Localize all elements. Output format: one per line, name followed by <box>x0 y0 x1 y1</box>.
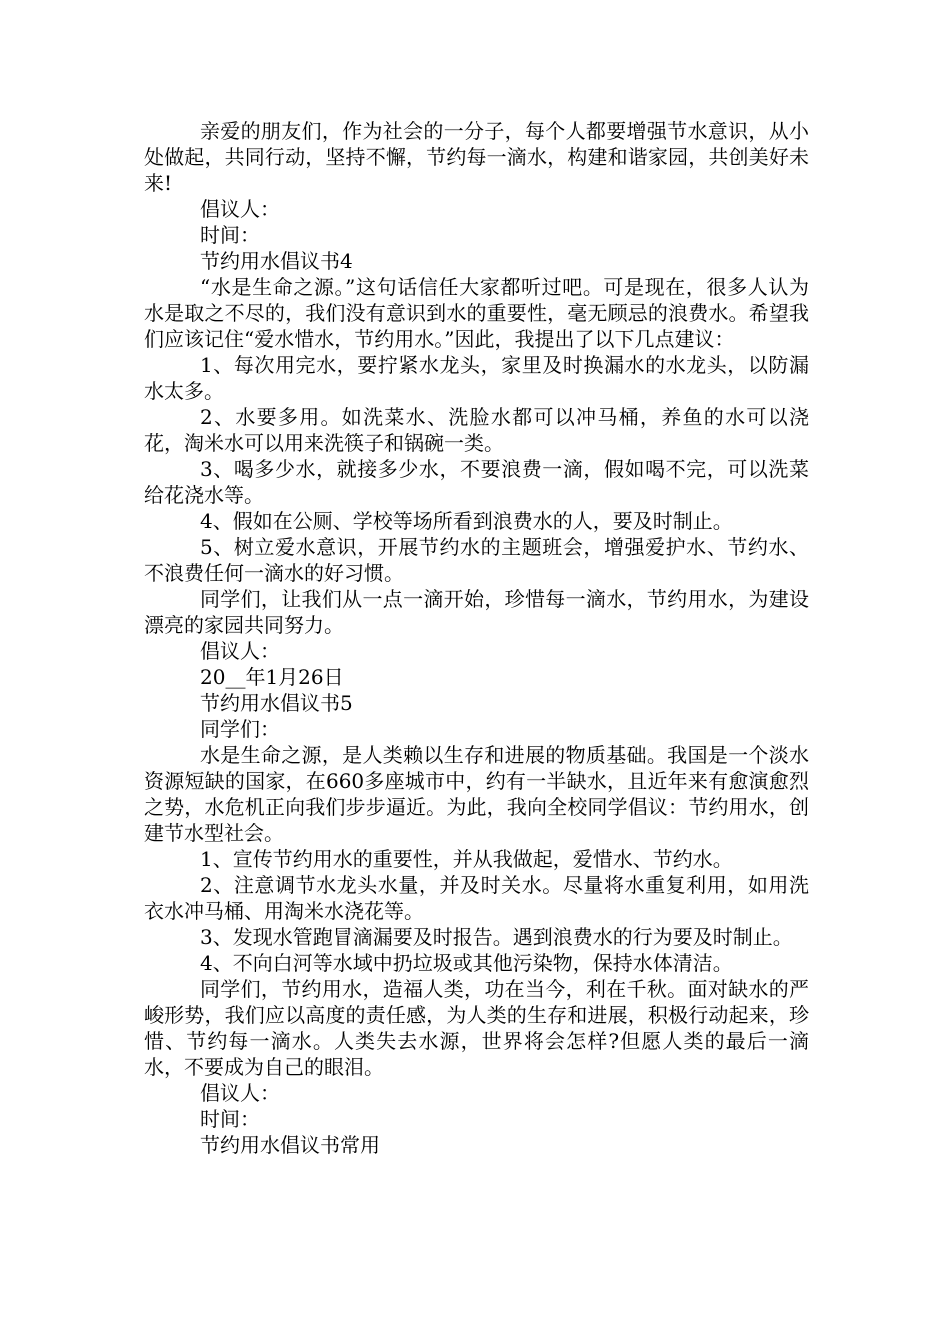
paragraph-date: 时间： <box>200 1107 260 1131</box>
paragraph-signer: 倡议人： <box>200 1081 280 1105</box>
list-item: 4、不向白河等水域中扔垃圾或其他污染物，保持水体清洁。 <box>200 951 733 975</box>
list-item: 1、每次用完水，要拧紧水龙头，家里及时换漏水的水龙头，以防漏水太多。 <box>144 353 809 403</box>
paragraph-conclusion-4: 同学们，让我们从一点一滴开始，珍惜每一滴水，节约用水，为建设漂亮的家园共同努力。 <box>144 587 809 637</box>
paragraph-signer: 倡议人： <box>200 197 280 221</box>
list-item: 1、宣传节约用水的重要性，并从我做起，爱惜水、节约水。 <box>200 847 733 871</box>
paragraph-closing-appeal: 亲爱的朋友们，作为社会的一分子，每个人都要增强节水意识，从小处做起，共同行动，坚持不懈，节约每一滴水，构建和谐家园，共创美好未来! <box>144 119 809 195</box>
list-item: 2、水要多用。如洗菜水、洗脸水都可以冲马桶，养鱼的水可以浇花，淘米水可以用来洗筷子和锅碗一类。 <box>144 405 809 455</box>
paragraph-intro-5: 水是生命之源，是人类赖以生存和进展的物质基础。我国是一个淡水资源短缺的国家，在660多座城市中，约有一半缺水，且近年来有愈演愈烈之势，水危机正向我们步步逼近。为此，我向全校同学倡议：节约用水，创建节水型社会。 <box>144 743 809 845</box>
section-title-5: 节约用水倡议书5 <box>200 691 353 715</box>
paragraph-intro-4: “水是生命之源。”这句话信任大家都听过吧。可是现在，很多人认为水是取之不尽的，我们没有意识到水的重要性，毫无顾忌的浪费水。希望我们应该记住“爱水惜水，节约用水。”因此，我提出了以下几点建议： <box>144 275 809 351</box>
section-title-4: 节约用水倡议书4 <box>200 249 353 273</box>
paragraph-date: 20__年1月26日 <box>200 665 344 689</box>
paragraph-signer: 倡议人： <box>200 639 280 663</box>
document-page <box>144 118 809 1158</box>
list-item: 2、注意调节水龙头水量，并及时关水。尽量将水重复利用，如用洗衣水冲马桶、用淘米水浇花等。 <box>144 873 809 923</box>
section-title-common: 节约用水倡议书常用 <box>200 1133 380 1157</box>
list-item: 3、喝多少水，就接多少水，不要浪费一滴，假如喝不完，可以洗菜给花浇水等。 <box>144 457 809 507</box>
list-item: 4、假如在公厕、学校等场所看到浪费水的人，要及时制止。 <box>200 509 733 533</box>
paragraph-greeting: 同学们： <box>200 717 280 741</box>
paragraph-conclusion-5: 同学们，节约用水，造福人类，功在当今，利在千秋。面对缺水的严峻形势，我们应以高度的责任感，为人类的生存和进展，积极行动起来，珍惜、节约每一滴水。人类失去水源，世界将会怎样?但愿人类的最后一滴水，不要成为自己的眼泪。 <box>144 977 809 1079</box>
paragraph-date: 时间： <box>200 223 260 247</box>
list-item: 5、树立爱水意识，开展节约水的主题班会，增强爱护水、节约水、不浪费任何一滴水的好习惯。 <box>144 535 809 585</box>
list-item: 3、发现水管跑冒滴漏要及时报告。遇到浪费水的行为要及时制止。 <box>200 925 793 949</box>
